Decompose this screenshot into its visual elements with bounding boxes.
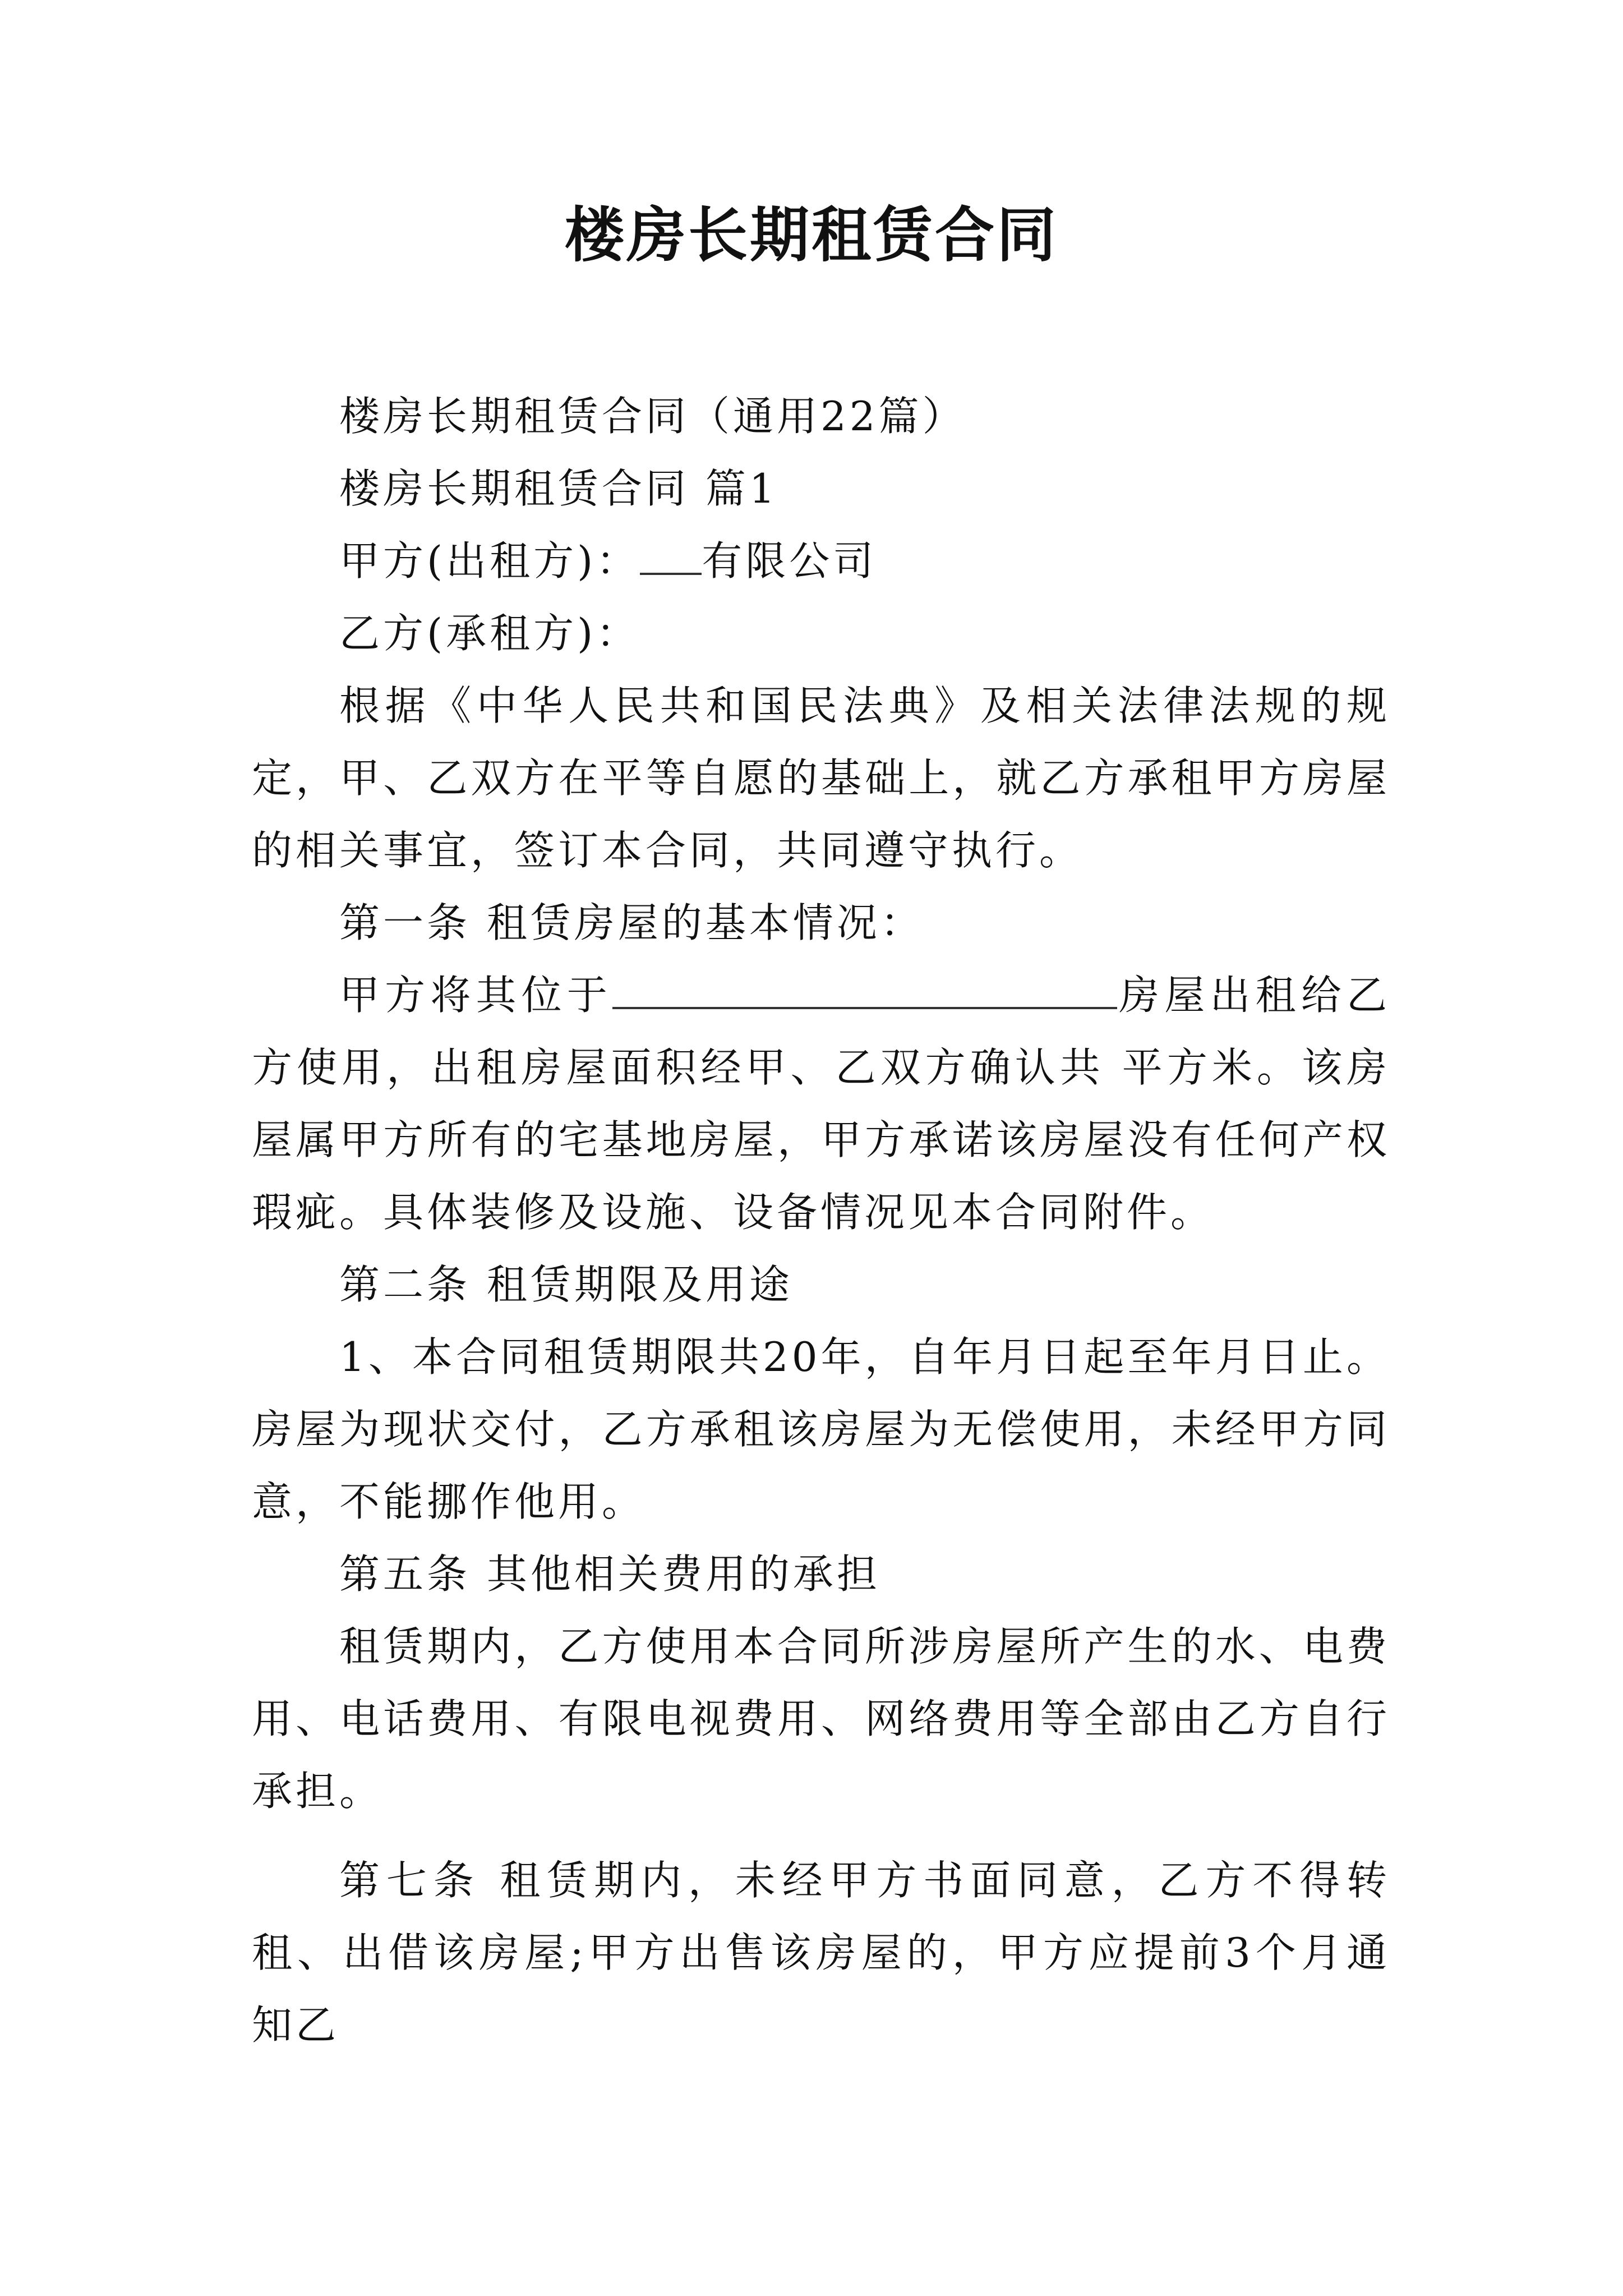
- paragraph-article-2-item-1: 1、本合同租赁期限共20年，自年月日起至年月日止。房屋为现状交付，乙方承租该房屋为无偿使用，未经甲方同意，不能挪作他用。: [252, 1333, 1390, 1525]
- party-a-suffix: 有限公司: [702, 537, 877, 585]
- paragraph-party-a: [252, 525, 1390, 597]
- paragraph-preamble: 根据《中华人民共和国民法典》及相关法律法规的规定，甲、乙双方在平等自愿的基础上，就乙方承租甲方房屋的相关事宜，签订本合同，共同遵守执行。: [252, 682, 1390, 874]
- document-title: 楼房长期租赁合同: [565, 201, 1058, 270]
- article-1-body-text: 房屋出租给乙方使用，出租房屋面积经甲、乙双方确认共 平方米。该房屋属甲方所有的宅基地房屋，甲方承诺该房屋没有任何产权瑕疵。具体装修及设施、设备情况见本合同附件。: [252, 972, 1390, 1236]
- paragraph-collection-title: 楼房长期租赁合同（通用22篇）: [339, 393, 966, 440]
- document-body: [252, 380, 1390, 2062]
- paragraph-article-5-body: 租赁期内，乙方使用本合同所涉房屋所产生的水、电费用、电话费用、有限电视费用、网络费用等全部由乙方自行承担。: [252, 1623, 1390, 1815]
- paragraph-article-2-heading: 第二条 租赁期限及用途: [339, 1261, 793, 1308]
- paragraph-party-b: 乙方(承租方)：: [339, 610, 640, 657]
- party-a-label: 甲方(出租方)：: [339, 537, 640, 585]
- paragraph-article-7: 第七条 租赁期内，未经甲方书面同意，乙方不得转租、出借该房屋;甲方出售该房屋的，甲方应提前3个月通知乙: [252, 1857, 1390, 2049]
- location-blank: [612, 973, 1117, 1009]
- paragraph-article-5-heading: 第五条 其他相关费用的承担: [339, 1550, 880, 1598]
- paragraph-article-1-heading: 第一条 租赁房屋的基本情况：: [339, 899, 924, 946]
- paragraph-article-1-body: [252, 959, 1390, 1249]
- party-a-blank: [640, 539, 702, 575]
- paragraph-article-heading: 楼房长期租赁合同 篇1: [339, 465, 778, 512]
- article-1-location-label: 甲方将其位于: [339, 972, 612, 1019]
